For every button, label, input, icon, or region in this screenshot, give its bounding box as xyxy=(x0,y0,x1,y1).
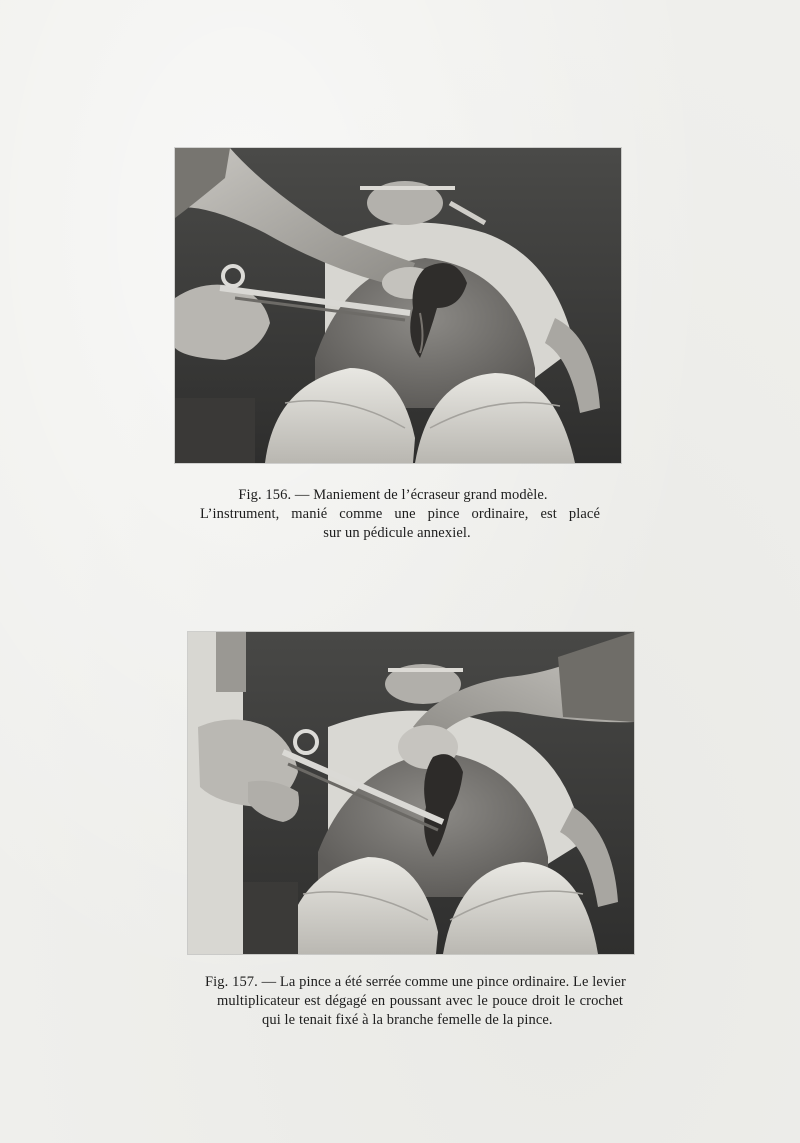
figure-156-caption xyxy=(0,486,800,543)
caption-line: sur un pédicule annexiel. xyxy=(323,525,471,541)
caption-line: L’instrument, manié comme une pince ordinaire, est placé xyxy=(200,506,600,522)
figure-157-photograph xyxy=(188,632,634,954)
caption-line: Fig. 157. — La pince a été serrée comme une pince ordinaire. Le levier xyxy=(205,974,626,990)
caption-line: qui le tenait fixé à la branche femelle de la pince. xyxy=(262,1012,553,1028)
figure-157-image xyxy=(188,632,634,954)
caption-line: multiplicateur est dégagé en poussant avec le pouce droit le crochet xyxy=(217,993,623,1009)
caption-line: Fig. 156. — Maniement de l’écraseur grand modèle. xyxy=(238,487,548,503)
figure-156-image xyxy=(175,148,621,463)
figure-156-photograph xyxy=(175,148,621,463)
